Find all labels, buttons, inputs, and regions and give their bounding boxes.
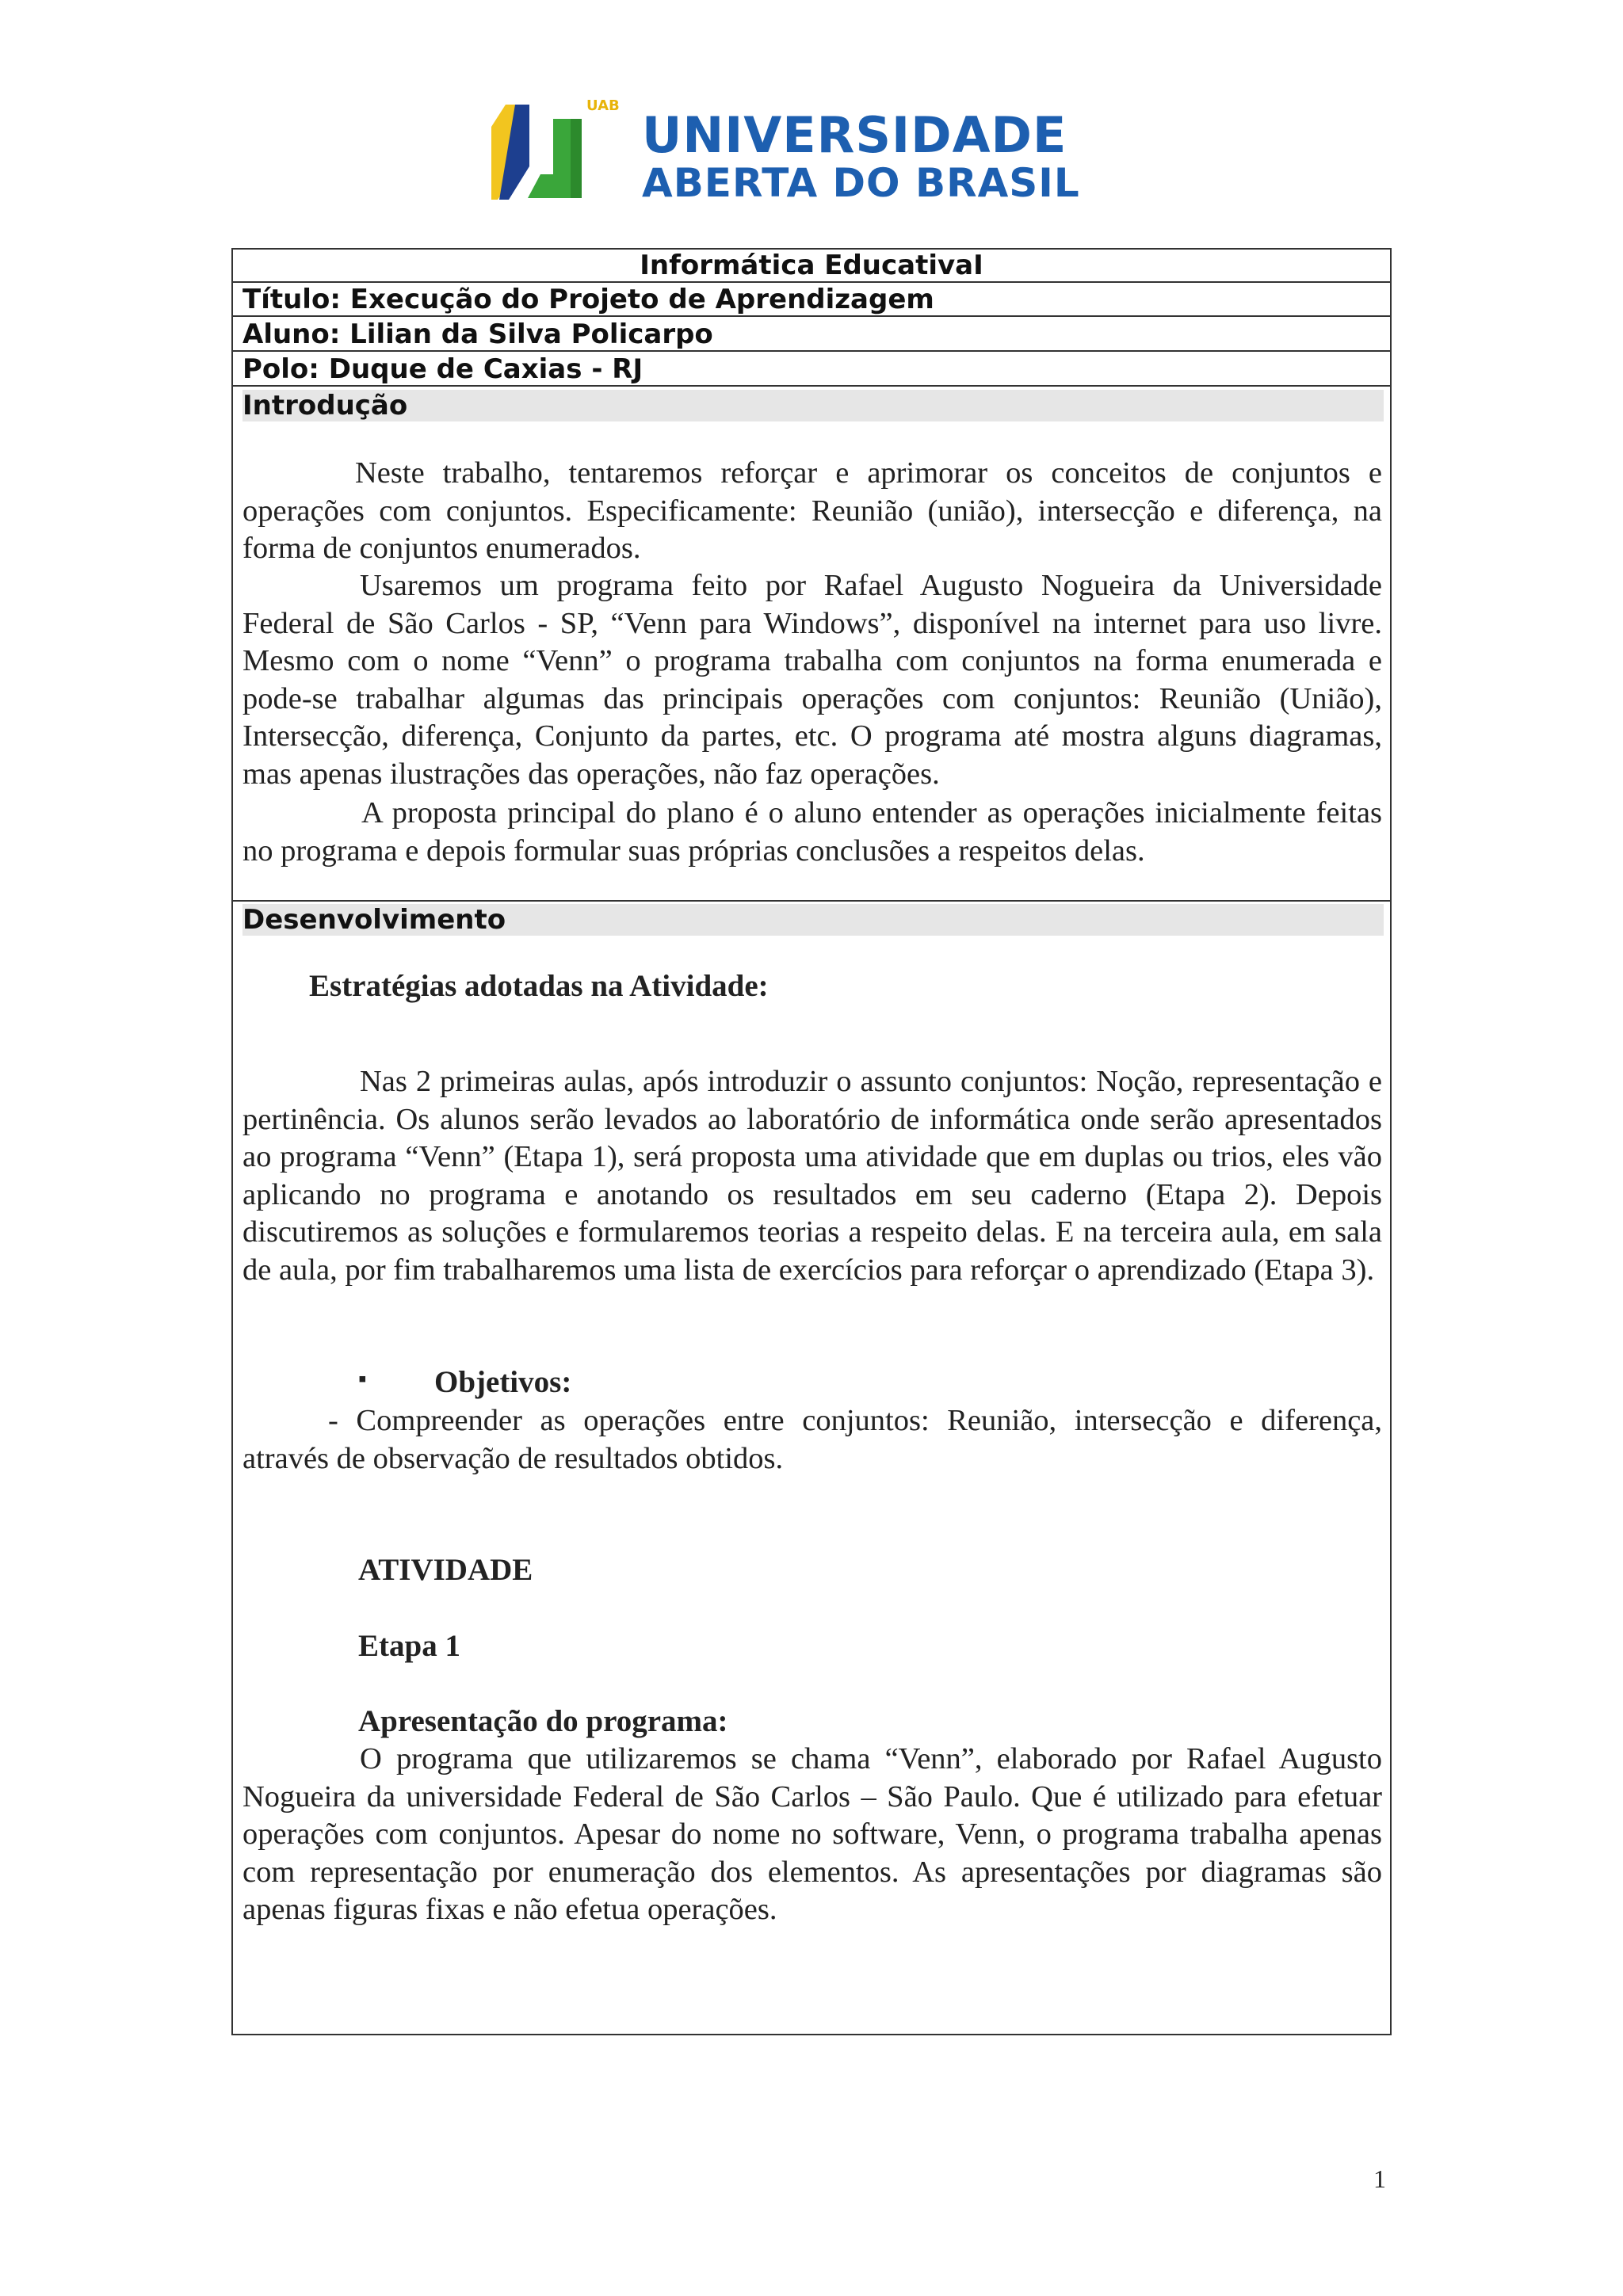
development-heading: Desenvolvimento [242, 904, 1384, 936]
intro-heading: Introdução [242, 390, 1384, 421]
intro-paragraph-1: Neste trabalho, tentaremos reforçar e aprimorar os conceitos de conjuntos e operações com conjuntos. Especificamente: Reunião (união), intersecção e diferença, na forma de conjuntos enumerados. [242, 456, 1382, 565]
presentation-title: Apresentação do programa: [358, 1704, 728, 1738]
logo-uab-label: UAB [586, 97, 620, 114]
logo-title-line2: ABERTA DO BRASIL [642, 160, 1080, 206]
intro-paragraph-2: Usaremos um programa feito por Rafael Augusto Nogueira da Universidade Federal de São Carlos - SP, “Venn para Windows”, disponível na internet para uso livre. Mesmo com o nome “Venn” o programa trabalha com conjuntos na forma enumerada e pode-se trabalhar algumas das principais operações com conjuntos: Reunião (União), Intersecção, diferença, Conjunto da partes, etc. O programa até mostra alguns diagramas, mas apenas ilustrações das operações, não faz operações. [242, 569, 1382, 791]
page-number: 1 [1373, 2164, 1386, 2193]
objectives-bullet: ▪ [358, 1366, 367, 1392]
strategies-paragraph: Nas 2 primeiras aulas, após introduzir o assunto conjuntos: Noção, representação e pertinência. Os alunos serão levados ao laboratório de informática onde serão apresentados ao programa “Venn” (Etapa 1), será proposta uma atividade que em duplas ou trios, eles vão aplicando no programa e anotando os resultados em seu caderno (Etapa 2). Depois discutiremos as soluções e formularemos teorias a respeito delas. E na terceira aula, em sala de aula, por fim trabalharemos uma lista de exercícios para reforçar o aprendizado (Etapa 3). [242, 1065, 1382, 1287]
section-divider [231, 900, 1392, 902]
logo-title-line1: UNIVERSIDADE [642, 106, 1067, 164]
stage-title: Etapa 1 [358, 1629, 460, 1663]
strategies-title: Estratégias adotadas na Atividade: [309, 969, 769, 1003]
course-title: Informática EducativaI [231, 249, 1392, 283]
objectives-title: Objetivos: [434, 1365, 572, 1399]
project-title: Título: Execução do Projeto de Aprendizagem [231, 283, 1392, 317]
presentation-text: O programa que utilizaremos se chama “Venn”, elaborado por Rafael Augusto Nogueira da universidade Federal de São Carlos – São Paulo. Que é utilizado para efetuar operações com conjuntos. Apesar do nome no software, Venn, o programa trabalha apenas com representação por enumeração dos elementos. As apresentações por diagramas são apenas figuras fixas e não efetua operações. [242, 1742, 1382, 1926]
intro-paragraph-3: A proposta principal do plano é o aluno entender as operações inicialmente feitas no programa e depois formular suas próprias conclusões a respeitos delas. [242, 796, 1382, 868]
objectives-text: - Compreender as operações entre conjuntos: Reunião, intersecção e diferença, através de observação de resultados obtidos. [242, 1404, 1382, 1475]
activity-title: ATIVIDADE [358, 1553, 533, 1587]
uab-logo [491, 95, 1094, 214]
pole-name: Polo: Duque de Caxias - RJ [231, 353, 1392, 387]
student-name: Aluno: Lilian da Silva Policarpo [231, 318, 1392, 352]
